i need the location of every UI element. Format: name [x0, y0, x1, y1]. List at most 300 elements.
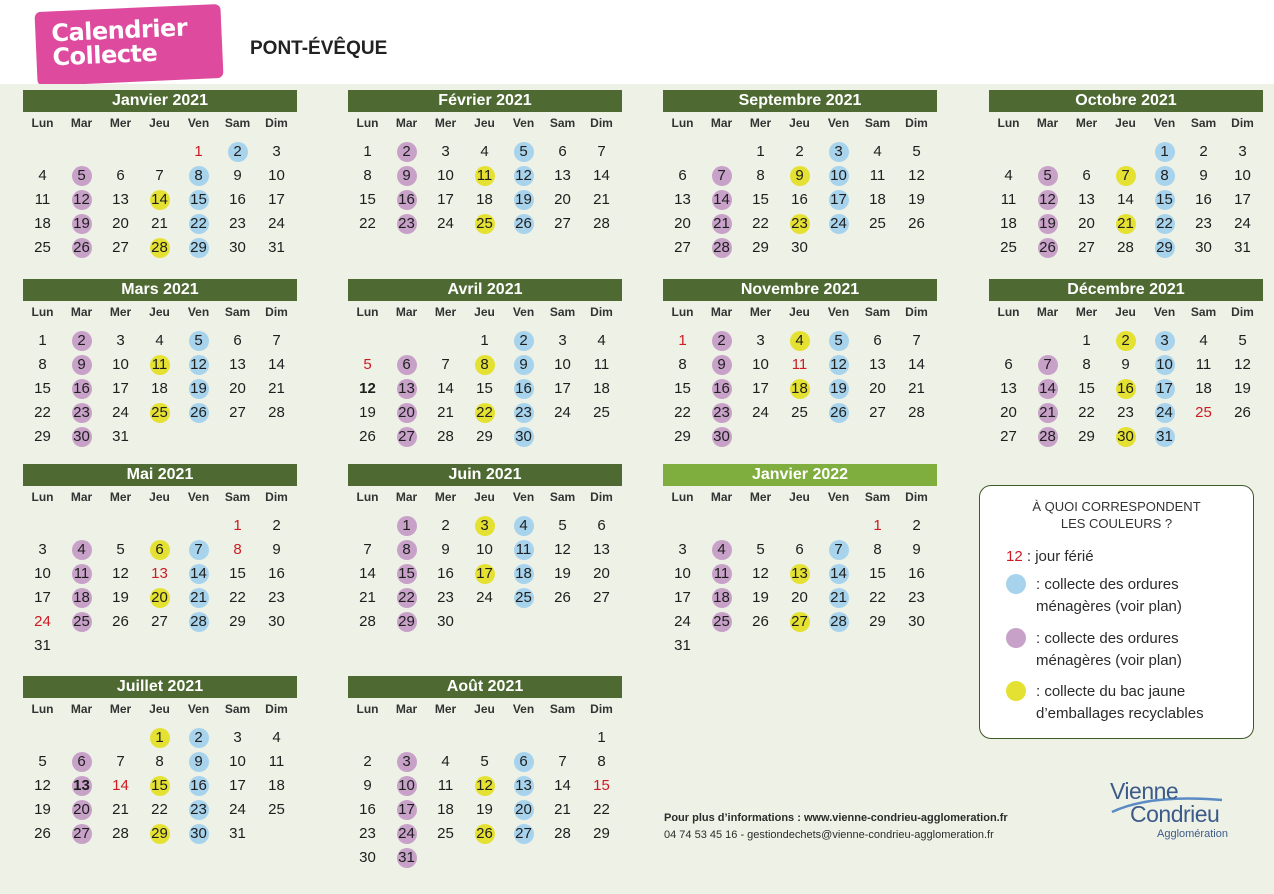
weekday-label: Sam [224, 305, 251, 319]
day-number: 27 [1078, 239, 1095, 256]
day-number: 11 [1195, 356, 1212, 373]
day-number: 20 [674, 215, 691, 232]
day-number: 16 [398, 191, 415, 208]
day-cell [504, 166, 543, 186]
day-number: 2 [441, 517, 450, 534]
day-number: 20 [869, 380, 886, 397]
day-cell [387, 379, 426, 399]
day-cell [1028, 238, 1067, 258]
day-number: 26 [112, 613, 129, 630]
day-number: 19 [190, 380, 207, 397]
day-cell [1184, 238, 1223, 258]
day-cell [465, 588, 504, 608]
day-number: 28 [190, 613, 207, 630]
day-number: 10 [674, 565, 691, 582]
day-cell [702, 540, 741, 560]
day-cell [897, 214, 936, 234]
day-number: 1 [150, 728, 170, 748]
day-number: 19 [73, 215, 90, 232]
weekday-label: Ven [187, 116, 210, 130]
day-cell [387, 588, 426, 608]
yellow-dot-icon [1006, 681, 1026, 701]
day-number: 6 [795, 541, 804, 558]
day-number: 9 [712, 355, 732, 375]
day-cell [989, 403, 1028, 423]
day-cell [140, 588, 179, 608]
day-number: 8 [397, 540, 417, 560]
day-cell [465, 540, 504, 560]
day-number: 31 [1234, 239, 1251, 256]
weekday-header [23, 116, 297, 130]
day-number: 17 [437, 191, 454, 208]
day-number: 19 [34, 801, 51, 818]
day-cell [62, 166, 101, 186]
day-cell [663, 214, 702, 234]
day-number: 15 [593, 777, 610, 794]
day-number: 18 [791, 380, 808, 397]
day-number: 16 [1117, 380, 1134, 397]
day-cell [387, 166, 426, 186]
day-cell [1184, 331, 1223, 351]
day-number: 12 [908, 167, 925, 184]
day-cell [858, 331, 897, 351]
day-number: 17 [752, 380, 769, 397]
day-number: 15 [151, 777, 168, 794]
day-number: 24 [34, 613, 51, 630]
day-number: 13 [1078, 191, 1095, 208]
day-number: 9 [363, 777, 372, 794]
day-cell [504, 403, 543, 423]
month-calendar [663, 90, 937, 270]
day-number: 17 [398, 801, 415, 818]
day-number: 10 [1234, 167, 1251, 184]
day-number: 19 [830, 380, 847, 397]
day-cell [741, 564, 780, 584]
legend-purple-line-1: : collecte des ordures [1036, 630, 1179, 647]
day-number: 1 [38, 332, 47, 349]
day-cell [101, 355, 140, 375]
day-cell [140, 800, 179, 820]
day-number: 18 [1000, 215, 1017, 232]
day-cell [1106, 238, 1145, 258]
day-cell [387, 800, 426, 820]
day-number: 28 [359, 613, 376, 630]
day-number: 23 [190, 801, 207, 818]
day-cell [426, 540, 465, 560]
day-cell [989, 427, 1028, 447]
day-cell [663, 355, 702, 375]
day-cell [702, 564, 741, 584]
day-number: 21 [1117, 215, 1134, 232]
weekday-label: Lun [31, 305, 54, 319]
legend-purple-line-2: ménagères (voir plan) [1036, 652, 1182, 669]
weekday-header [348, 490, 622, 504]
day-number: 11 [72, 564, 92, 584]
day-cell [543, 588, 582, 608]
day-cell [140, 728, 179, 748]
day-cell [1028, 403, 1067, 423]
day-number: 28 [908, 404, 925, 421]
day-number: 4 [873, 143, 882, 160]
day-cell [62, 331, 101, 351]
day-number: 20 [791, 589, 808, 606]
day-cell [858, 403, 897, 423]
day-cell [218, 214, 257, 234]
weekday-label: Jeu [789, 490, 810, 504]
day-number: 21 [830, 589, 847, 606]
day-cell [62, 403, 101, 423]
day-number: 29 [1156, 239, 1173, 256]
day-number: 26 [515, 215, 532, 232]
day-number: 1 [678, 332, 687, 349]
day-number: 17 [112, 380, 129, 397]
day-number: 10 [554, 356, 571, 373]
day-number: 4 [1199, 332, 1208, 349]
weekday-label: Lun [671, 116, 694, 130]
day-number: 17 [674, 589, 691, 606]
day-number: 15 [190, 191, 207, 208]
day-cell [62, 800, 101, 820]
day-cell [741, 142, 780, 162]
day-cell [257, 540, 296, 560]
day-number: 23 [515, 404, 532, 421]
weekday-label: Mer [109, 490, 132, 504]
weekday-label: Ven [187, 490, 210, 504]
month-title: Mars 2021 [23, 279, 297, 301]
day-number: 4 [38, 167, 47, 184]
weekday-label: Jeu [1115, 116, 1136, 130]
day-number: 6 [514, 752, 534, 772]
day-number: 24 [112, 404, 129, 421]
day-number: 27 [151, 613, 168, 630]
legend-holiday-number: 12 [1006, 548, 1023, 565]
weekday-label: Lun [356, 305, 379, 319]
day-cell [465, 142, 504, 162]
day-cell [179, 403, 218, 423]
footer-info: Pour plus d’informations : www.vienne-condrieu-agglomeration.fr [664, 812, 1008, 824]
day-cell [426, 379, 465, 399]
day-number: 28 [268, 404, 285, 421]
day-cell [504, 516, 543, 536]
day-number: 20 [554, 191, 571, 208]
day-cell [62, 776, 101, 796]
day-number: 21 [908, 380, 925, 397]
day-cell [858, 355, 897, 375]
day-cell [140, 564, 179, 584]
day-number: 15 [869, 565, 886, 582]
weekday-label: Jeu [789, 305, 810, 319]
day-number: 1 [233, 517, 242, 534]
day-number: 20 [73, 801, 90, 818]
day-cell [582, 824, 621, 844]
day-number: 26 [908, 215, 925, 232]
weekday-label: Lun [997, 305, 1020, 319]
month-title: Août 2021 [348, 676, 622, 698]
day-number: 2 [272, 517, 281, 534]
day-number: 16 [268, 565, 285, 582]
day-number: 7 [441, 356, 450, 373]
day-number: 11 [437, 777, 454, 794]
day-number: 8 [678, 356, 687, 373]
day-number: 22 [190, 215, 207, 232]
day-number: 1 [756, 143, 765, 160]
day-cell [897, 166, 936, 186]
day-cell [702, 166, 741, 186]
day-number: 10 [229, 753, 246, 770]
day-number: 9 [514, 355, 534, 375]
day-cell [465, 355, 504, 375]
day-cell [101, 331, 140, 351]
month-calendar [23, 90, 297, 270]
day-cell [741, 190, 780, 210]
day-cell [387, 752, 426, 772]
day-cell [426, 190, 465, 210]
day-cell [543, 403, 582, 423]
day-number: 26 [34, 825, 51, 842]
day-cell [218, 540, 257, 560]
weekday-label: Lun [31, 490, 54, 504]
day-number: 25 [713, 613, 730, 630]
weekday-label: Jeu [474, 305, 495, 319]
day-number: 10 [34, 565, 51, 582]
weekday-label: Ven [1153, 116, 1176, 130]
day-cell [663, 166, 702, 186]
weekday-label: Jeu [149, 116, 170, 130]
day-number: 3 [475, 516, 495, 536]
day-number: 6 [397, 355, 417, 375]
day-cell [858, 190, 897, 210]
day-number: 4 [272, 729, 281, 746]
day-cell [1145, 331, 1184, 351]
weekday-label: Ven [512, 490, 535, 504]
day-cell [23, 379, 62, 399]
day-number: 13 [229, 356, 246, 373]
day-cell [387, 612, 426, 632]
day-cell [1067, 190, 1106, 210]
day-number: 11 [268, 753, 285, 770]
day-cell [1145, 214, 1184, 234]
day-number: 13 [554, 167, 571, 184]
day-number: 14 [1117, 191, 1134, 208]
day-cell [989, 190, 1028, 210]
day-number: 31 [1156, 428, 1173, 445]
day-cell [101, 214, 140, 234]
day-cell [858, 588, 897, 608]
day-cell [702, 238, 741, 258]
day-cell [1106, 331, 1145, 351]
day-number: 5 [72, 166, 92, 186]
day-cell [465, 166, 504, 186]
day-cell [504, 564, 543, 584]
day-cell [101, 379, 140, 399]
day-number: 17 [34, 589, 51, 606]
day-cell [582, 564, 621, 584]
day-number: 16 [437, 565, 454, 582]
day-cell [218, 403, 257, 423]
day-cell [23, 800, 62, 820]
day-cell [663, 564, 702, 584]
day-cell [62, 214, 101, 234]
day-number: 5 [558, 517, 567, 534]
day-cell [465, 214, 504, 234]
weekday-header [348, 702, 622, 716]
weekday-label: Mar [1036, 305, 1059, 319]
day-cell [1223, 214, 1262, 234]
day-cell [858, 142, 897, 162]
day-number: 4 [480, 143, 489, 160]
day-cell [543, 331, 582, 351]
day-number: 9 [233, 167, 242, 184]
weekday-label: Dim [905, 116, 928, 130]
day-number: 24 [476, 589, 493, 606]
day-cell [1028, 166, 1067, 186]
day-cell [702, 427, 741, 447]
day-number: 3 [1155, 331, 1175, 351]
day-number: 27 [1000, 428, 1017, 445]
day-cell [663, 636, 702, 656]
day-number: 5 [756, 541, 765, 558]
day-number: 7 [712, 166, 732, 186]
day-number: 18 [437, 801, 454, 818]
day-number: 18 [151, 380, 168, 397]
day-cell [257, 355, 296, 375]
day-number: 29 [229, 613, 246, 630]
day-number: 2 [712, 331, 732, 351]
day-number: 25 [268, 801, 285, 818]
weekday-label: Sam [224, 116, 251, 130]
legend-yellow-line-2: d’emballages recyclables [1036, 705, 1204, 722]
day-cell [504, 540, 543, 560]
day-cell [1145, 379, 1184, 399]
day-number: 4 [155, 332, 164, 349]
day-number: 18 [34, 215, 51, 232]
day-number: 16 [791, 191, 808, 208]
day-number: 24 [229, 801, 246, 818]
day-number: 16 [73, 380, 90, 397]
day-number: 11 [869, 167, 886, 184]
day-cell [257, 612, 296, 632]
day-number: 17 [476, 565, 493, 582]
day-number: 10 [437, 167, 454, 184]
day-cell [62, 588, 101, 608]
day-cell [504, 776, 543, 796]
weekday-label: Mar [70, 702, 93, 716]
day-number: 13 [1000, 380, 1017, 397]
day-number: 20 [151, 589, 168, 606]
day-cell [179, 214, 218, 234]
day-number: 29 [151, 825, 168, 842]
day-number: 25 [151, 404, 168, 421]
day-number: 7 [189, 540, 209, 560]
day-number: 5 [480, 753, 489, 770]
day-cell [1067, 355, 1106, 375]
day-number: 8 [597, 753, 606, 770]
month-title: Novembre 2021 [663, 279, 937, 301]
weekday-label: Sam [549, 490, 576, 504]
day-cell [23, 752, 62, 772]
day-number: 10 [398, 777, 415, 794]
day-number: 17 [229, 777, 246, 794]
day-number: 13 [869, 356, 886, 373]
day-number: 2 [912, 517, 921, 534]
day-cell [504, 752, 543, 772]
day-cell [1067, 166, 1106, 186]
day-number: 29 [476, 428, 493, 445]
day-number: 22 [1078, 404, 1095, 421]
day-cell [1184, 403, 1223, 423]
day-cell [780, 540, 819, 560]
day-number: 12 [359, 380, 376, 397]
day-cell [179, 824, 218, 844]
day-number: 19 [1234, 380, 1251, 397]
day-number: 26 [73, 239, 90, 256]
weekday-label: Jeu [149, 305, 170, 319]
day-number: 25 [1195, 404, 1212, 421]
day-cell [702, 355, 741, 375]
day-number: 13 [151, 565, 168, 582]
weekday-label: Sam [1190, 116, 1217, 130]
day-cell [582, 331, 621, 351]
weekday-label: Mar [395, 702, 418, 716]
day-cell [257, 752, 296, 772]
day-number: 26 [554, 589, 571, 606]
day-number: 5 [116, 541, 125, 558]
day-number: 20 [1000, 404, 1017, 421]
day-number: 3 [233, 729, 242, 746]
day-number: 8 [363, 167, 372, 184]
day-cell [140, 379, 179, 399]
day-number: 6 [678, 167, 687, 184]
day-cell [426, 166, 465, 186]
day-cell [101, 564, 140, 584]
day-cell [387, 540, 426, 560]
weekday-label: Ven [187, 702, 210, 716]
day-number: 22 [359, 215, 376, 232]
day-number: 21 [554, 801, 571, 818]
day-number: 12 [515, 167, 532, 184]
day-cell [582, 379, 621, 399]
weekday-label: Mar [395, 305, 418, 319]
day-number: 30 [229, 239, 246, 256]
day-cell [140, 776, 179, 796]
weekday-label: Ven [512, 305, 535, 319]
day-number: 11 [791, 356, 808, 373]
weekday-label: Mar [710, 305, 733, 319]
day-number: 18 [1195, 380, 1212, 397]
month-title: Décembre 2021 [989, 279, 1263, 301]
day-number: 2 [228, 142, 248, 162]
day-cell [741, 238, 780, 258]
day-cell [989, 214, 1028, 234]
day-cell [582, 752, 621, 772]
weekday-label: Mar [1036, 116, 1059, 130]
day-number: 24 [752, 404, 769, 421]
day-number: 12 [73, 191, 90, 208]
day-number: 9 [441, 541, 450, 558]
day-cell [218, 379, 257, 399]
day-number: 10 [830, 167, 847, 184]
day-number: 29 [190, 239, 207, 256]
day-cell [348, 403, 387, 423]
day-number: 11 [150, 355, 170, 375]
day-cell [582, 776, 621, 796]
day-cell [543, 540, 582, 560]
legend-yellow-line-1: : collecte du bac jaune [1036, 683, 1186, 700]
day-cell [780, 379, 819, 399]
day-cell [504, 800, 543, 820]
day-cell [504, 588, 543, 608]
day-number: 28 [593, 215, 610, 232]
